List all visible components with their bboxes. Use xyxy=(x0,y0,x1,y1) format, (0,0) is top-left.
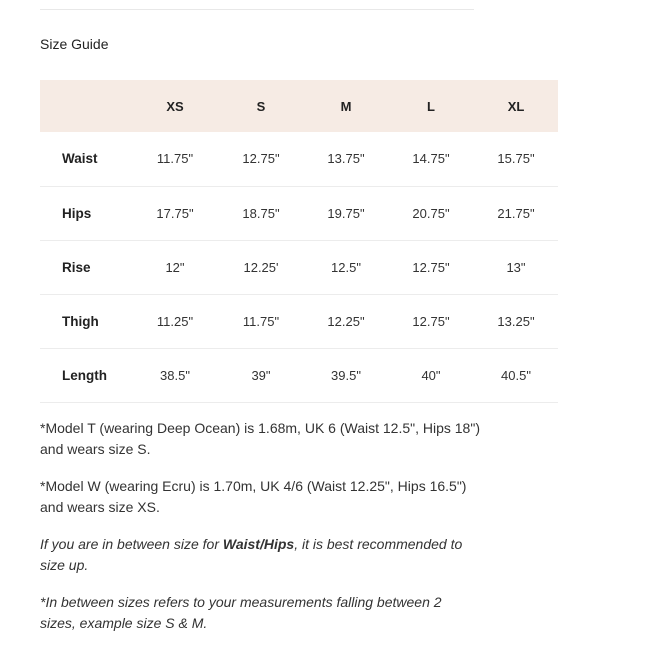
table-row-thigh xyxy=(40,294,558,348)
table-cell: 39" xyxy=(251,367,271,383)
table-cell: 12.75" xyxy=(242,151,280,167)
table-cell: 38.5" xyxy=(160,367,190,383)
table-cell: 21.75" xyxy=(497,205,535,221)
table-header-row xyxy=(40,80,558,132)
table-cell: 18.75" xyxy=(242,205,280,221)
row-label-thigh: Thigh xyxy=(62,313,99,329)
model-w-note: *Model W (wearing Ecru) is 1.70m, UK 4/6 (Waist 12.25", Hips 16.5") and wears size XS. xyxy=(40,478,467,515)
in-between-sizes-note: *In between sizes refers to your measurements falling between 2 sizes, example size S & M. xyxy=(40,594,442,631)
table-cell: 13.75" xyxy=(327,151,365,167)
header-cell-xl: XL xyxy=(507,98,525,114)
between-size-prefix: If you are in between size for xyxy=(40,536,223,552)
table-cell: 17.75" xyxy=(156,205,194,221)
row-label-hips: Hips xyxy=(62,205,92,221)
table-cell: 12" xyxy=(165,259,185,275)
model-t-note: *Model T (wearing Deep Ocean) is 1.68m, UK 6 (Waist 12.5", Hips 18") and wears size S. xyxy=(40,420,480,457)
table-cell: 12.25' xyxy=(243,259,279,275)
row-label-waist: Waist xyxy=(62,151,98,167)
size-guide-table xyxy=(40,80,558,403)
between-size-bold: Waist/Hips xyxy=(222,536,295,552)
table-cell: 39.5" xyxy=(331,367,361,383)
table-cell: 12.75" xyxy=(412,313,450,329)
table-cell: 12.5" xyxy=(331,259,361,275)
table-cell: 12.25" xyxy=(327,313,365,329)
size-notes xyxy=(40,418,480,650)
table-cell: 19.75" xyxy=(327,205,365,221)
header-cell-m: M xyxy=(340,98,352,114)
top-divider xyxy=(40,9,474,10)
table-cell: 40" xyxy=(421,367,441,383)
table-cell: 15.75" xyxy=(497,151,535,167)
table-row-hips xyxy=(40,186,558,240)
header-cell-empty xyxy=(40,80,132,132)
table-cell: 11.25" xyxy=(156,313,194,329)
table-cell: 13.25" xyxy=(497,313,535,329)
between-size-note xyxy=(40,534,480,576)
table-cell: 11.75" xyxy=(156,151,194,167)
table-row-rise xyxy=(40,240,558,294)
table-row-waist xyxy=(40,132,558,186)
table-row-length xyxy=(40,348,558,402)
row-label-rise: Rise xyxy=(62,259,91,275)
table-cell: 40.5" xyxy=(501,367,531,383)
table-cell: 11.75" xyxy=(242,313,280,329)
table-cell: 20.75" xyxy=(412,205,450,221)
header-cell-l: L xyxy=(427,98,435,114)
table-cell: 13" xyxy=(506,259,526,275)
table-cell: 14.75" xyxy=(412,151,450,167)
size-guide-title: Size Guide xyxy=(40,36,109,52)
between-size-suffix: , it is best recommended to size up. xyxy=(40,536,463,573)
row-label-length: Length xyxy=(62,367,107,383)
header-cell-s: S xyxy=(256,98,266,114)
header-cell-xs: XS xyxy=(166,98,184,114)
table-cell: 12.75" xyxy=(412,259,450,275)
